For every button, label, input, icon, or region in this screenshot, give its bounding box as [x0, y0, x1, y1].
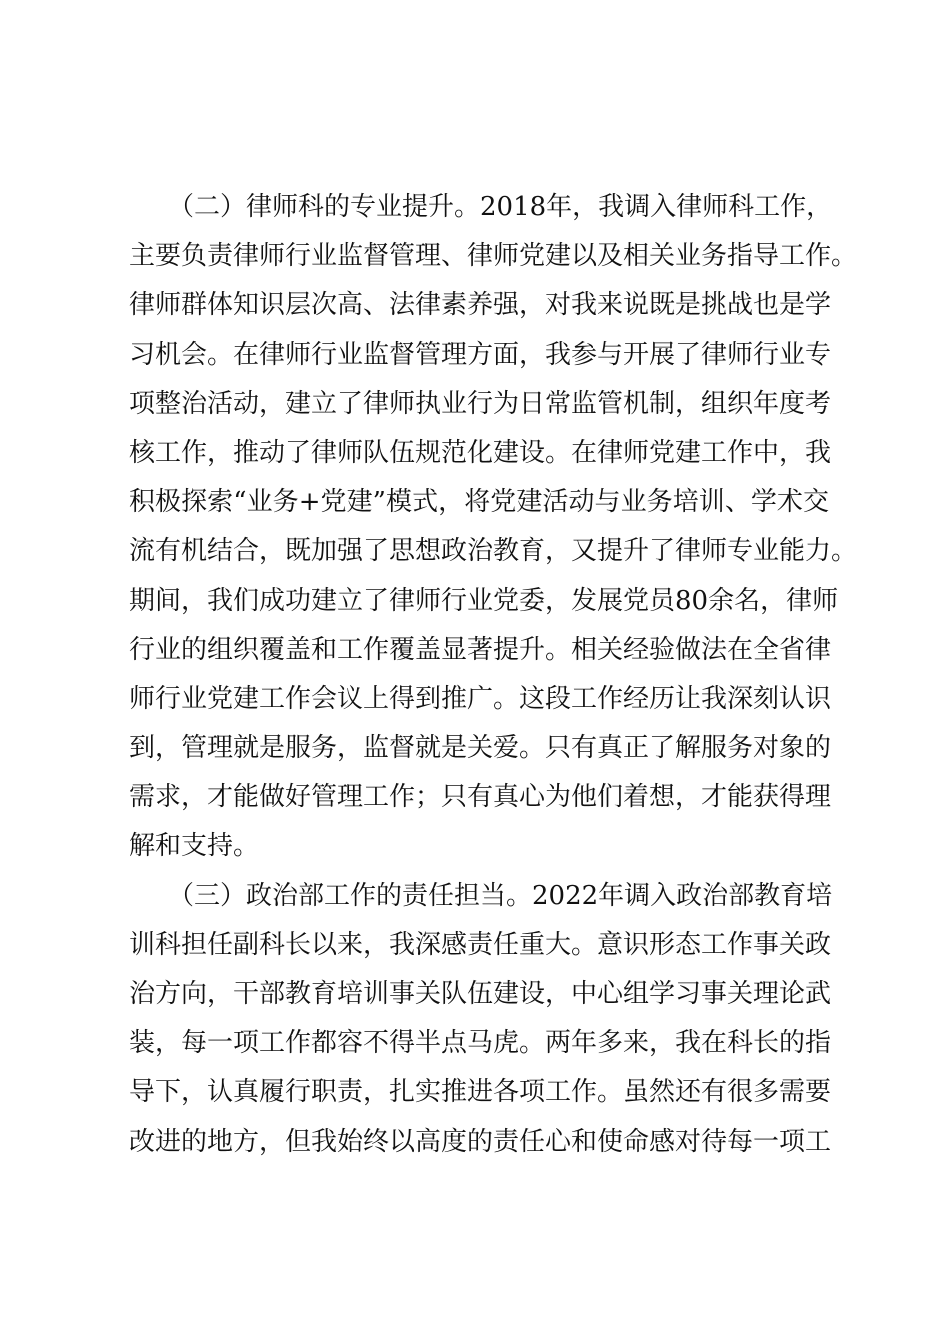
text-line: 师行业党建工作会议上得到推广。这段工作经历让我深刻认识: [129, 683, 832, 714]
text-line: 治方向，干部教育培训事关队伍建设，中心组学习事关理论武: [129, 979, 832, 1009]
text-line: 积极探索“业务+党建”模式，将党建活动与业务培训、学术交: [129, 487, 829, 518]
text-line: 训科担任副科长以来，我深感责任重大。意识形态工作事关政: [129, 929, 832, 960]
paragraph-lawyer-section: [129, 183, 858, 872]
text-line: 需求，才能做好管理工作；只有真心为他们着想，才能获得理: [129, 782, 832, 813]
text-line: 到，管理就是服务，监督就是关爱。只有真正了解服务对象的: [129, 733, 832, 764]
text-line: （二）律师科的专业提升。2018年，我调入律师科工作，: [129, 192, 833, 222]
text-line: 核工作，推动了律师队伍规范化建设。在律师党建工作中，我: [129, 437, 832, 468]
document-body: [129, 183, 858, 1167]
text-line: 导下，认真履行职责，扎实推进各项工作。虽然还有很多需要: [129, 1077, 832, 1108]
text-line: 律师群体知识层次高、法律素养强，对我来说既是挑战也是学: [129, 290, 832, 321]
text-line: 改进的地方，但我始终以高度的责任心和使命感对待每一项工: [129, 1126, 832, 1157]
text-line: 习机会。在律师行业监督管理方面，我参与开展了律师行业专: [129, 339, 832, 370]
paragraph-political-section: [129, 872, 833, 1167]
text-line: 装，每一项工作都容不得半点马虎。两年多来，我在科长的指: [129, 1028, 832, 1059]
text-line: （三）政治部工作的责任担当。2022年调入政治部教育培: [129, 880, 833, 911]
text-line: 行业的组织覆盖和工作覆盖显著提升。相关经验做法在全省律: [129, 634, 832, 665]
text-line: 流有机结合，既加强了思想政治教育，又提升了律师专业能力。: [129, 536, 858, 567]
text-line: 项整治活动，建立了律师执业行为日常监管机制，组织年度考: [129, 388, 832, 419]
text-line: 解和支持。: [129, 831, 260, 862]
text-line: 期间，我们成功建立了律师行业党委，发展党员80余名，律师: [129, 585, 839, 616]
text-line: 主要负责律师行业监督管理、律师党建以及相关业务指导工作。: [129, 241, 858, 272]
